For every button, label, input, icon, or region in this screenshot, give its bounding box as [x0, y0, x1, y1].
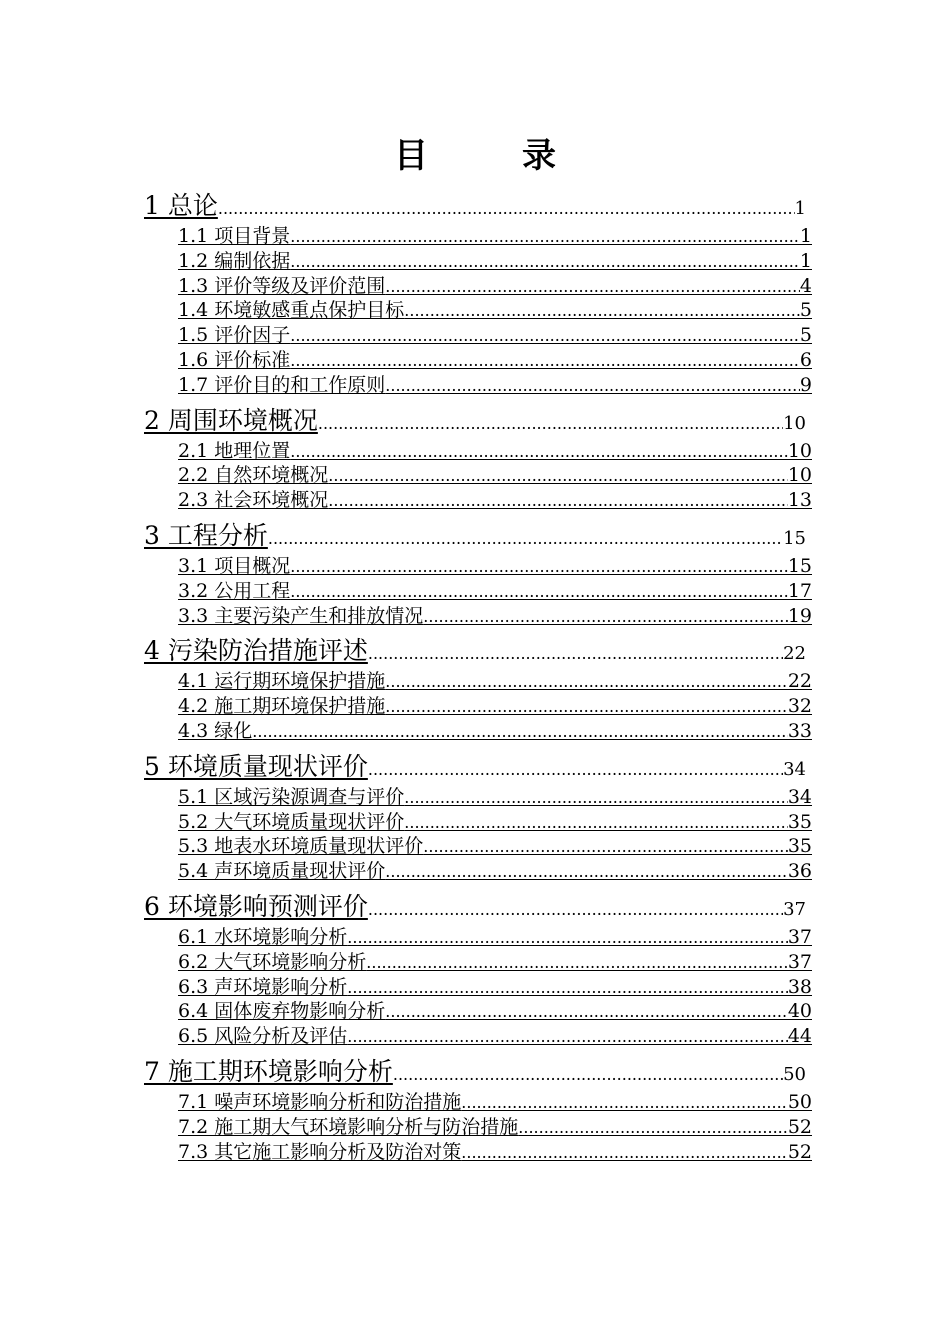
toc-chapter-label: 1 总论: [144, 191, 218, 220]
toc-page-number: 1: [799, 225, 812, 247]
toc-chapter-entry[interactable]: [144, 887, 806, 922]
toc-subsection-label: 7.3 其它施工影响分析及防治对策: [178, 1140, 462, 1163]
toc-subsection-label: 2.2 自然环境概况: [178, 464, 329, 487]
toc-page-number: 35: [787, 835, 812, 858]
toc-subsection-entry[interactable]: [178, 295, 812, 320]
toc-subsection-label: 1.1 项目背景: [178, 225, 291, 247]
toc-subsection-label: 2.1 地理位置: [178, 439, 291, 462]
toc-chapter-entry[interactable]: [144, 186, 806, 221]
toc-subsection-label: 5.4 声环境质量现状评价: [178, 860, 386, 883]
toc-subsection-entry[interactable]: [178, 972, 812, 997]
toc-subsection-label: 1.7 评价目的和工作原则: [178, 373, 386, 396]
toc-subsection-entry[interactable]: [178, 782, 812, 807]
toc-page-number: 33: [787, 719, 812, 742]
toc-page-number: 22: [787, 670, 812, 693]
toc-subsection-label: 6.1 水环境影响分析: [178, 925, 348, 948]
toc-leader-dots: [423, 837, 788, 856]
toc-page-number: 5: [799, 299, 812, 322]
toc-leader-dots: [404, 301, 800, 320]
toc-page-number: 13: [787, 489, 812, 512]
toc-subsection-entry[interactable]: [178, 947, 812, 972]
toc-subsection-entry[interactable]: [178, 370, 812, 395]
toc-chapter-entry[interactable]: [144, 516, 806, 551]
toc-subsection-label: 3.3 主要污染产生和排放情况: [178, 604, 424, 627]
toc-section: [0, 401, 950, 510]
toc-leader-dots: [347, 928, 788, 947]
toc-subsection-entry[interactable]: [178, 807, 812, 832]
toc-subsection-entry[interactable]: [178, 1112, 812, 1137]
toc-chapter-entry[interactable]: [144, 1052, 806, 1087]
toc-page-number: 15: [783, 527, 806, 549]
toc-page-number: 37: [787, 925, 812, 948]
toc-subsection-entry[interactable]: [178, 485, 812, 510]
toc-leader-dots: [385, 862, 788, 881]
toc-page-number: 38: [787, 975, 812, 998]
toc-subsection-label: 4.1 运行期环境保护措施: [178, 670, 386, 693]
toc-page-number: 22: [783, 643, 806, 665]
toc-subsection-entry[interactable]: [178, 551, 812, 576]
toc-leader-dots: [461, 1143, 788, 1162]
toc-leader-dots: [423, 607, 788, 626]
toc-page-number: 34: [787, 785, 812, 808]
toc-subsection-label: 1.3 评价等级及评价范围: [178, 274, 386, 297]
toc-page-number: 35: [787, 810, 812, 833]
toc-subsection-label: 3.2 公用工程: [178, 579, 291, 602]
toc-page-number: 10: [787, 464, 812, 487]
toc-subsection-entry[interactable]: [178, 246, 812, 271]
toc-chapter-label: 2 周围环境概况: [144, 405, 318, 435]
toc-page-number: 9: [799, 373, 812, 396]
toc-leader-dots: [290, 582, 788, 601]
toc-page-number: 50: [787, 1090, 812, 1113]
toc-section: [0, 747, 950, 881]
toc-page-number: 44: [787, 1025, 812, 1048]
toc-section: [0, 516, 950, 625]
toc-subsection-entry[interactable]: [178, 436, 812, 461]
toc-leader-dots: [385, 697, 788, 716]
toc-subsection-entry[interactable]: [178, 320, 812, 345]
toc-subsection-label: 5.2 大气环境质量现状评价: [178, 810, 405, 833]
table-of-contents: [0, 186, 950, 1167]
toc-subsection-label: 4.2 施工期环境保护措施: [178, 695, 386, 718]
toc-subsection-label: 7.1 噪声环境影响分析和防治措施: [178, 1090, 462, 1113]
toc-page-number: 4: [799, 274, 812, 297]
toc-subsection-entry[interactable]: [178, 271, 812, 296]
toc-chapter-entry[interactable]: [144, 747, 806, 782]
toc-subsection-entry[interactable]: [178, 666, 812, 691]
toc-page-number: 52: [787, 1115, 812, 1138]
toc-leader-dots: [366, 953, 788, 972]
toc-page-number: 34: [783, 758, 806, 780]
toc-subsection-entry[interactable]: [178, 601, 812, 626]
toc-leader-dots: [385, 672, 788, 691]
toc-page-number: 19: [787, 604, 812, 627]
toc-page-number: 15: [787, 554, 812, 577]
toc-subsection-label: 3.1 项目概况: [178, 554, 291, 577]
toc-subsection-entry[interactable]: [178, 922, 812, 947]
toc-chapter-label: 7 施工期环境影响分析: [144, 1056, 393, 1086]
toc-subsection-label: 1.5 评价因子: [178, 324, 291, 347]
toc-subsection-label: 2.3 社会环境概况: [178, 489, 329, 512]
toc-leader-dots: [290, 252, 800, 271]
toc-chapter-label: 6 环境影响预测评价: [144, 891, 368, 921]
toc-page-number: 40: [787, 1000, 812, 1023]
toc-leader-dots: [290, 557, 788, 576]
toc-subsection-entry[interactable]: [178, 1087, 812, 1112]
toc-page-number: 52: [787, 1140, 812, 1163]
toc-leader-dots: [461, 1093, 788, 1112]
toc-subsection-label: 6.5 风险分析及评估: [178, 1025, 348, 1048]
toc-subsection-label: 7.2 施工期大气环境影响分析与防治措施: [178, 1115, 519, 1138]
toc-subsection-label: 4.3 绿化: [178, 719, 253, 742]
toc-leader-dots: [328, 491, 788, 510]
toc-section: [0, 1052, 950, 1161]
toc-leader-dots: [290, 442, 788, 461]
toc-leader-dots: [385, 277, 800, 296]
toc-leader-dots: [290, 227, 800, 246]
toc-page-number: 32: [787, 695, 812, 718]
toc-section: [0, 887, 950, 1046]
toc-subsection-label: 1.6 评价标准: [178, 348, 291, 371]
toc-subsection-label: 6.4 固体废弃物影响分析: [178, 1000, 386, 1023]
toc-page-number: 5: [799, 324, 812, 347]
toc-chapter-entry[interactable]: [144, 631, 806, 666]
toc-leader-dots: [347, 1027, 788, 1046]
toc-page-number: 37: [787, 950, 812, 973]
toc-page-number: 36: [787, 860, 812, 883]
toc-subsection-entry[interactable]: [178, 576, 812, 601]
toc-page-number: 1: [794, 198, 806, 219]
toc-chapter-label: 3 工程分析: [144, 520, 268, 550]
toc-page-number: 1: [799, 249, 812, 272]
toc-page-number: 10: [787, 439, 812, 462]
toc-section: [0, 631, 950, 740]
toc-page-number: 17: [787, 579, 812, 602]
toc-leader-dots: [347, 978, 788, 997]
toc-subsection-entry[interactable]: [178, 1137, 812, 1162]
toc-page-number: 6: [799, 348, 812, 371]
toc-subsection-entry[interactable]: [178, 460, 812, 485]
toc-leader-dots: [328, 466, 788, 485]
toc-chapter-entry[interactable]: [144, 401, 806, 436]
toc-chapter-label: 4 污染防治措施评述: [144, 636, 368, 666]
toc-subsection-entry[interactable]: [178, 831, 812, 856]
toc-subsection-label: 1.2 编制依据: [178, 249, 291, 272]
toc-subsection-entry[interactable]: [178, 856, 812, 881]
toc-page-number: 37: [783, 898, 806, 920]
toc-page-number: 50: [783, 1063, 806, 1085]
toc-subsection-entry[interactable]: [178, 221, 812, 246]
toc-subsection-label: 5.1 区域污染源调查与评价: [178, 785, 405, 808]
toc-subsection-label: 6.3 声环境影响分析: [178, 975, 348, 998]
toc-leader-dots: [385, 1002, 788, 1021]
toc-leader-dots: [393, 1065, 783, 1084]
toc-leader-dots: [318, 414, 783, 433]
toc-leader-dots: [404, 788, 788, 807]
toc-page-number: 10: [783, 412, 806, 434]
toc-subsection-entry[interactable]: [178, 1021, 812, 1046]
toc-leader-dots: [368, 760, 783, 779]
toc-subsection-label: 5.3 地表水环境质量现状评价: [178, 835, 424, 858]
toc-subsection-entry[interactable]: [178, 691, 812, 716]
toc-subsection-entry[interactable]: [178, 716, 812, 741]
toc-leader-dots: [368, 644, 783, 663]
toc-subsection-label: 1.4 环境敏感重点保护目标: [178, 299, 405, 322]
toc-leader-dots: [368, 900, 783, 919]
toc-leader-dots: [252, 722, 788, 741]
toc-leader-dots: [518, 1118, 788, 1137]
toc-section: [0, 186, 950, 395]
toc-subsection-entry[interactable]: [178, 996, 812, 1021]
toc-leader-dots: [290, 351, 800, 370]
page-title: 目 录: [394, 136, 586, 176]
toc-leader-dots: [404, 813, 788, 832]
toc-leader-dots: [385, 376, 800, 395]
toc-leader-dots: [268, 529, 783, 548]
toc-subsection-entry[interactable]: [178, 345, 812, 370]
toc-subsection-label: 6.2 大气环境影响分析: [178, 950, 367, 973]
toc-leader-dots: [290, 326, 800, 345]
toc-leader-dots: [218, 199, 795, 218]
toc-chapter-label: 5 环境质量现状评价: [144, 751, 368, 781]
